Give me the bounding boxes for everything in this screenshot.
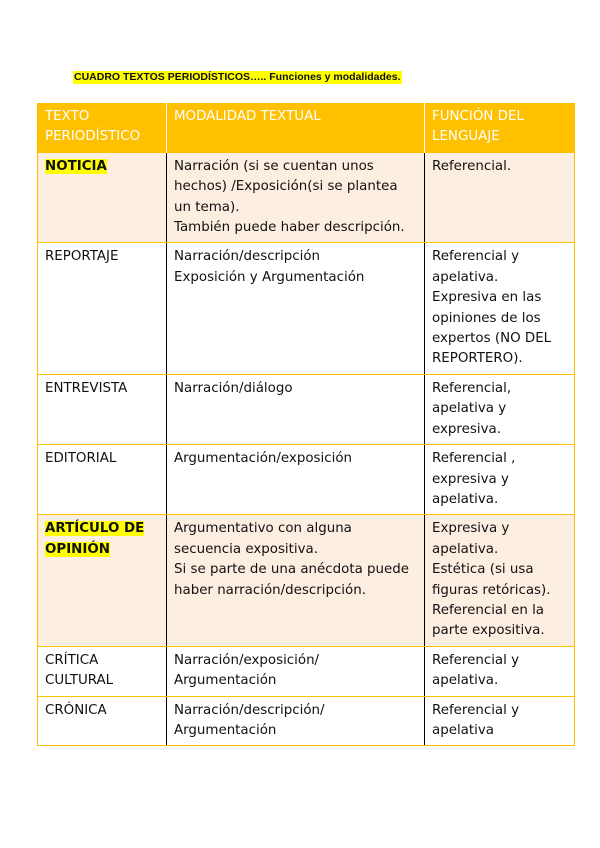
table-row-noticia [38, 153, 575, 243]
text-line: Referencial. [432, 158, 512, 174]
text-line: Argumentativo con alguna secuencia expositiva. [174, 521, 352, 557]
table-row-critica-cultural [38, 646, 575, 696]
text-line: Narración/descripción [174, 249, 321, 265]
cell-modality [167, 445, 425, 515]
cell-type: EDITORIAL [38, 445, 167, 515]
cell-modality [167, 696, 425, 746]
cell-type: ENTREVISTA [38, 374, 167, 444]
cell-function [425, 374, 575, 444]
cell-function [425, 646, 575, 696]
cell-type: CRÍTICA CULTURAL [38, 646, 167, 696]
table-header-row [38, 103, 575, 153]
header-text-type: TEXTO PERIODÍSTICO [38, 103, 167, 153]
text-line: Referencial y apelativa [432, 702, 520, 738]
text-line: Argumentación/exposición [174, 451, 352, 467]
cell-type: CRÓNICA [38, 696, 167, 746]
cell-modality [167, 646, 425, 696]
cell-type [38, 153, 167, 243]
text-line: Expresiva y apelativa. [432, 521, 510, 557]
text-line: Narración/exposición/ Argumentación [174, 652, 320, 689]
cell-function [425, 153, 575, 243]
cell-function [425, 445, 575, 515]
cell-function [425, 696, 575, 746]
table-row-editorial [38, 445, 575, 515]
text-line: También puede haber descripción. [174, 220, 405, 236]
table-row-reportaje [38, 243, 575, 374]
cell-modality [167, 374, 425, 444]
cell-type: REPORTAJE [38, 243, 167, 374]
table-row-entrevista [38, 374, 575, 444]
cell-type [38, 515, 167, 646]
cell-modality [167, 515, 425, 646]
document-title: CUADRO TEXTOS PERIODÍSTICOS….. Funciones y modalidades. [74, 71, 401, 83]
text-line: Estética (si usa figuras retóricas). [432, 562, 551, 598]
cell-function [425, 243, 575, 374]
text-line: Expresiva en las opiniones de los expertos (NO DEL REPORTERO). [432, 290, 552, 367]
table-row-articulo-de-opinion [38, 515, 575, 646]
cell-modality [167, 243, 425, 374]
text-line: Referencial , expresiva y apelativa. [432, 451, 516, 507]
header-textual-modality: MODALIDAD TEXTUAL [167, 103, 425, 153]
text-line: Referencial y apelativa. [432, 652, 520, 689]
text-line: Narración/diálogo [174, 380, 293, 396]
text-line: Si se parte de una anécdota puede haber narración/descripción. [174, 562, 409, 598]
cell-function [425, 515, 575, 646]
text-line: Referencial, apelativa y expresiva. [432, 380, 512, 437]
text-line: Referencial y apelativa. [432, 249, 520, 285]
table-row-cronica [38, 696, 575, 746]
highlighted-label: ARTÍCULO DE OPINIÓN [45, 521, 145, 557]
header-language-function: FUNCIÓN DEL LENGUAJE [425, 103, 575, 153]
text-line: Narración (si se cuentan unos hechos) /Exposición(si se plantea un tema). [174, 158, 398, 215]
journalistic-texts-table [37, 103, 575, 746]
cell-modality [167, 153, 425, 243]
text-line: Referencial en la parte expositiva. [432, 602, 545, 639]
text-line: Narración/descripción/ Argumentación [174, 702, 325, 738]
highlighted-label: NOTICIA [45, 158, 107, 174]
text-line: Exposición y Argumentación [174, 269, 365, 285]
